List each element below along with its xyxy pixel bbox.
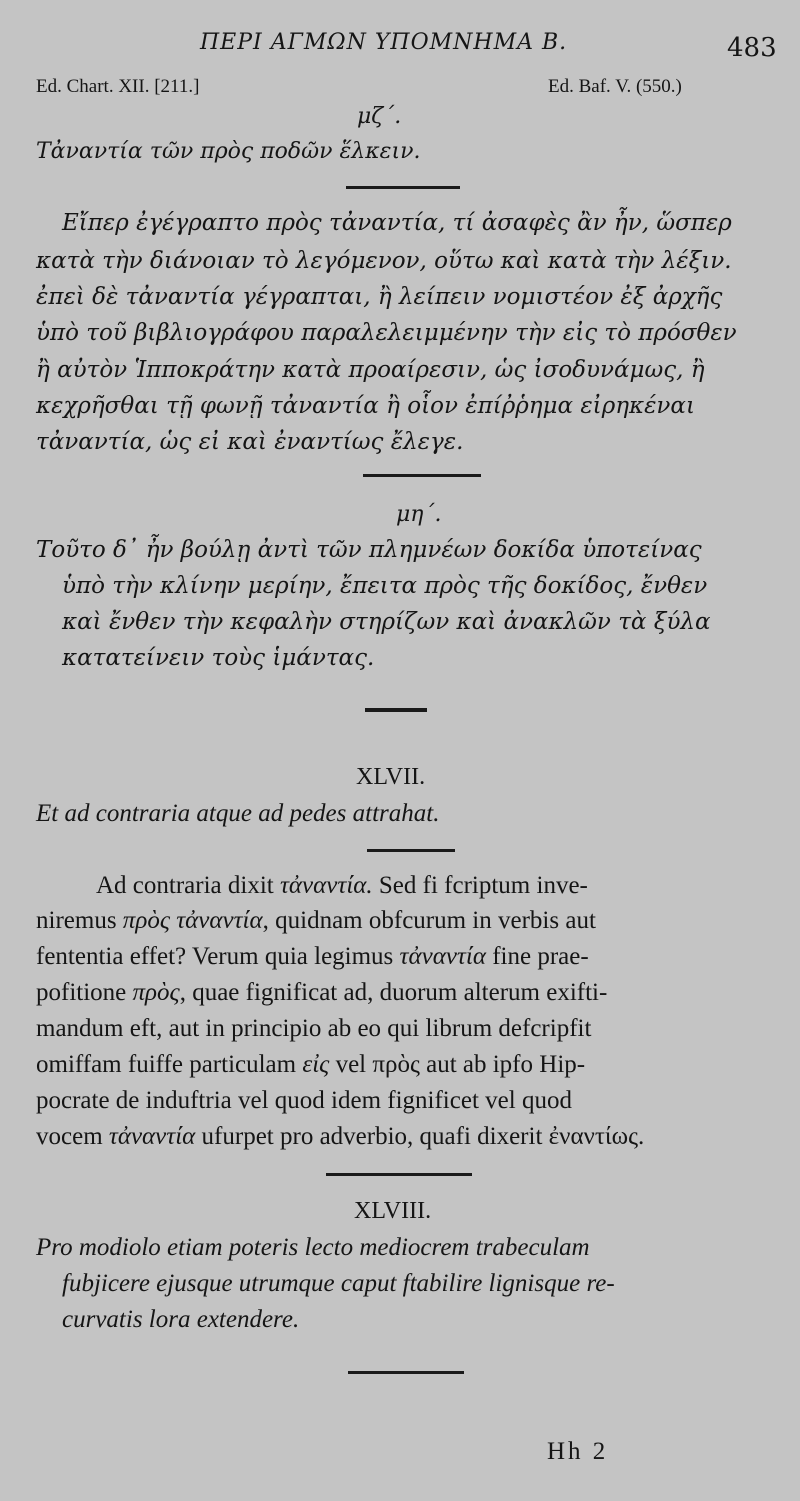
page-number: 483 [727, 33, 777, 63]
greek-commentary-line: τἀναντία, ὡς εἰ καὶ ἐναντίως ἔλεγε. [36, 429, 464, 455]
greek-commentary-line: κατὰ τὴν διάνοιαν τὸ λεγόμενον, οὕτω καὶ κατὰ τὴν λέξιν. [36, 248, 732, 274]
latin-lemma-line: curvatis lora extendere. [62, 1306, 300, 1333]
latin-lemma-line: Pro modiolo etiam poteris lecto mediocrem trabeculam [36, 1234, 590, 1261]
latin-commentary-line: fententia effet? Verum quia legimus τἀναντία fine prae- [36, 943, 589, 970]
greek-commentary-line: κεχρῆσθαι τῇ φωνῇ τἀναντία ἢ οἷον ἐπίῤῥημα εἰρηκέναι [36, 393, 695, 419]
greek-commentary-line: ὑπὸ τοῦ βιβλιογράφου παραλελειμμένην τὴν εἰς τὸ πρόσθεν [36, 320, 737, 346]
latin-commentary-line: Ad contraria dixit τἀναντία. Sed fi fcriptum inve- [96, 872, 588, 899]
latin-commentary-line: niremus πρὸς τἀναντία, quidnam obfcurum in verbis aut [36, 907, 596, 934]
greek-lemma-line: Τοῦτο δ᾽ ἦν βούλῃ ἀντὶ τῶν πλημνέων δοκίδα ὑποτείνας [36, 537, 702, 563]
printer-signature: Hh 2 [547, 1438, 609, 1465]
greek-commentary-line: ἢ αὐτὸν Ἱπποκράτην κατὰ προαίρεσιν, ὡς ἰσοδυνάμως, ἢ [36, 357, 705, 383]
greek-section-47-numeral: μζ΄. [357, 104, 402, 129]
section-divider [348, 1371, 464, 1374]
latin-commentary-line: mandum eft, aut in principio ab eo qui librum defcripfit [36, 1015, 592, 1042]
latin-commentary-line: pocrate de induftria vel quod idem fignificet vel quod [36, 1087, 572, 1114]
latin-commentary-line: pofitione πρὸς, quae fignificat ad, duorum alterum exifti- [36, 979, 608, 1006]
greek-section-48-numeral: μη΄. [396, 502, 442, 527]
section-divider [363, 474, 481, 477]
section-divider [326, 1173, 472, 1176]
section-divider [346, 186, 460, 189]
greek-commentary-line: Εἴπερ ἐγέγραπτο πρὸς τἀναντία, τί ἀσαφὲς ἂν ἦν, ὥσπερ [62, 210, 732, 236]
greek-section-47-lemma: Τἀναντία τῶν πρὸς ποδῶν ἕλκειν. [36, 139, 421, 164]
section-divider [365, 708, 427, 712]
latin-section-47-numeral: XLVII. [356, 764, 426, 790]
latin-section-47-lemma: Et ad contraria atque ad pedes attrahat. [36, 800, 440, 827]
greek-lemma-line: κατατείνειν τοὺς ἱμάντας. [62, 645, 375, 671]
latin-commentary-line: omiffam fuiffe particulam εἰς vel πρὸς aut ab ipfo Hip- [36, 1051, 586, 1078]
greek-lemma-line: καὶ ἔνθεν τὴν κεφαλὴν στηρίζων καὶ ἀνακλῶν τὰ ξύλα [62, 609, 711, 635]
greek-commentary-line: ἐπεὶ δὲ τἀναντία γέγραπται, ἢ λείπειν νομιστέον ἐξ ἀρχῆς [36, 284, 723, 310]
running-title: ΠΕΡΙ ΑΓΜΩΝ ΥΠΟΜΝΗΜΑ Β. [200, 30, 568, 55]
latin-section-48-numeral: XLVIII. [354, 1198, 432, 1224]
edition-reference-right: Ed. Baf. V. (550.) [548, 76, 682, 97]
edition-reference-left: Ed. Chart. XII. [211.] [36, 76, 200, 97]
latin-commentary-line: vocem τἀναντία ufurpet pro adverbio, quafi dixerit ἐναντίως. [36, 1123, 645, 1150]
latin-lemma-line: fubjicere ejusque utrumque caput ftabilire lignisque re- [62, 1270, 615, 1297]
greek-lemma-line: ὑπὸ τὴν κλίνην μερίην, ἔπειτα πρὸς τῆς δοκίδος, ἔνθεν [62, 573, 708, 599]
section-divider [367, 849, 455, 852]
